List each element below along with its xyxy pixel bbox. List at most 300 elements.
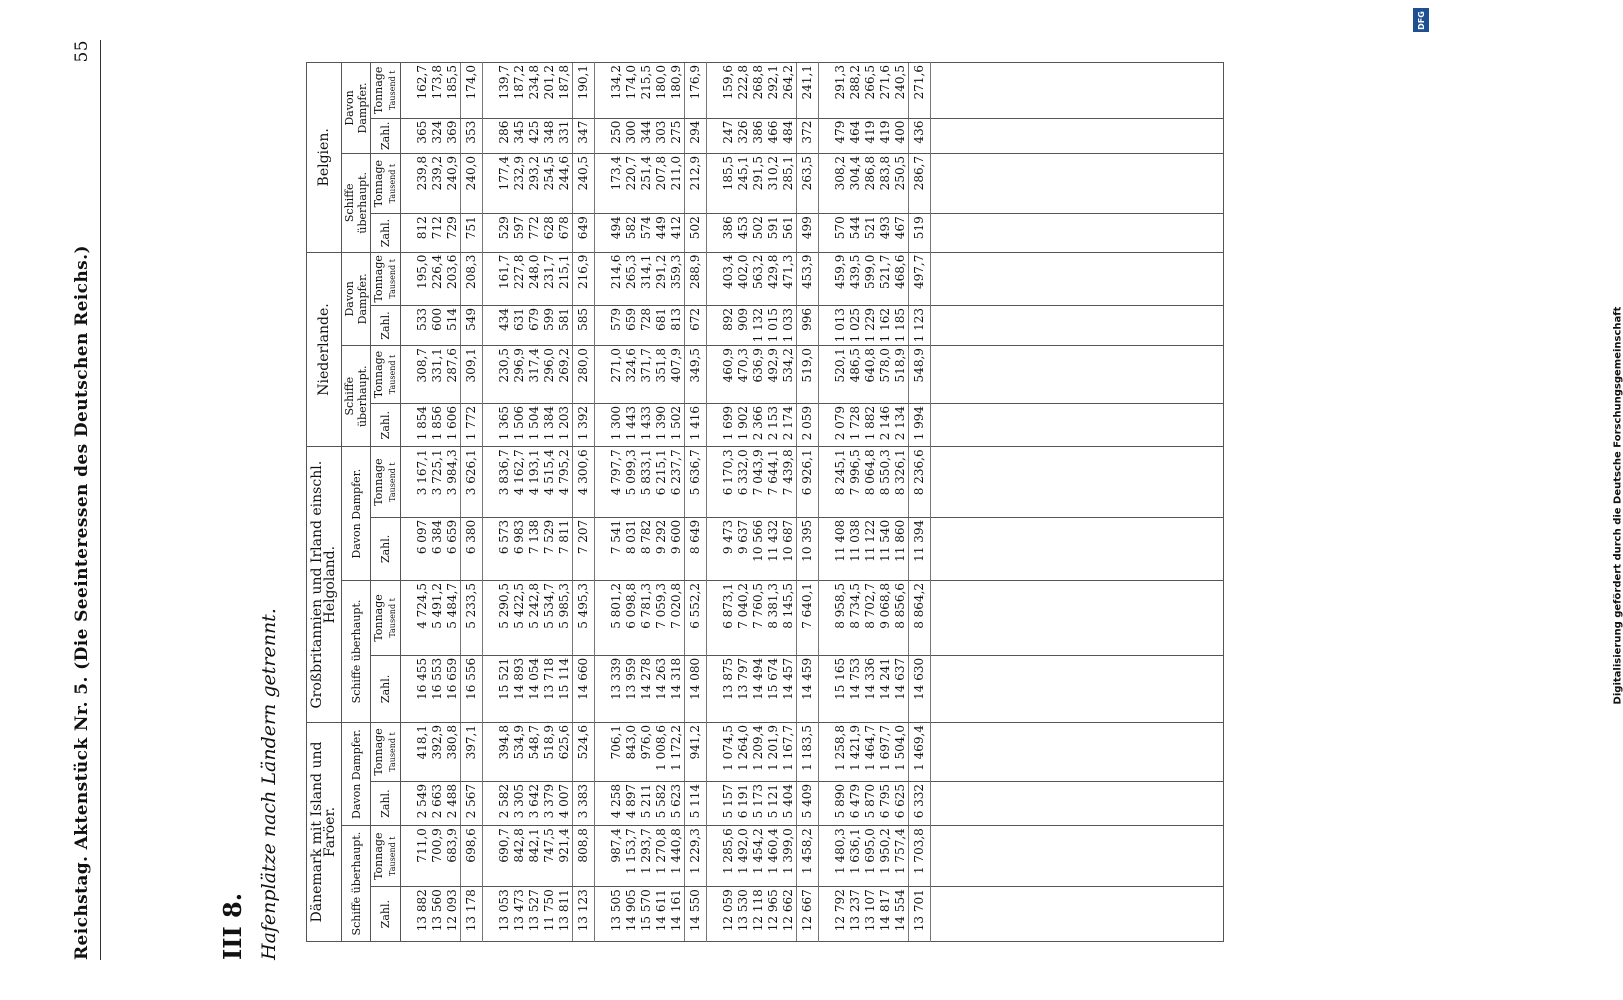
table-cell: 1 504,0 — [893, 723, 909, 782]
table-cell: 400 — [893, 118, 909, 153]
table-cell: 271,6 — [878, 63, 893, 119]
table-cell: 5 422,5 — [512, 580, 527, 655]
table-cell: 2 582 — [497, 781, 512, 825]
table-cell: 310,2 — [766, 153, 781, 213]
table-cell: 579 — [609, 306, 624, 346]
average-cell: 397,1 — [461, 723, 483, 782]
table-cell: 11 860 — [893, 517, 909, 580]
average-cell: 1 229,3 — [685, 826, 707, 887]
subgroup-header-ships-total: Schiffe überhaupt. — [342, 153, 371, 252]
table-cell: 8 031 — [624, 517, 639, 580]
table-cell: 15 674 — [766, 655, 781, 722]
table-cell: 712 — [430, 214, 445, 252]
table-cell: 1 433 — [639, 403, 654, 446]
table-cell: 296,0 — [542, 346, 557, 404]
table-cell: 4 193,1 — [527, 447, 542, 517]
table-cell: 548,7 — [527, 723, 542, 782]
harbor-statistics-table — [306, 62, 1224, 942]
table-cell: 380,8 — [445, 723, 461, 782]
column-label-tonnage: Tonnage Tausend t — [371, 252, 401, 305]
table-cell: 1 492,0 — [736, 826, 751, 887]
average-cell: 519 — [909, 214, 931, 252]
table-cell: 180,0 — [654, 63, 669, 119]
table-cell: 265,3 — [624, 252, 639, 305]
table-cell: 6 237,7 — [669, 447, 685, 517]
table-cell: 7 541 — [609, 517, 624, 580]
table-cell: 1 902 — [736, 403, 751, 446]
table-cell: 3 725,1 — [430, 447, 445, 517]
table-cell: 11 432 — [766, 517, 781, 580]
table-cell: 7 059,3 — [654, 580, 669, 655]
table-cell: 291,3 — [833, 63, 848, 119]
table-cell: 293,2 — [527, 153, 542, 213]
average-cell: 6 552,2 — [685, 580, 707, 655]
table-cell: 14 554 — [893, 887, 909, 942]
average-cell: 6 332 — [909, 781, 931, 825]
table-cell: 173,4 — [609, 153, 624, 213]
table-body — [401, 63, 1224, 942]
table-cell: 1 132 — [751, 306, 766, 346]
table-cell: 1 185 — [893, 306, 909, 346]
average-cell: 2 059 — [797, 403, 819, 446]
table-cell: 1 008,6 — [654, 723, 669, 782]
table-cell: 4 797,7 — [609, 447, 624, 517]
table-cell: 5 623 — [669, 781, 685, 825]
table-cell: 308,2 — [833, 153, 848, 213]
table-row — [415, 63, 430, 942]
table-cell: 4 007 — [557, 781, 573, 825]
average-cell: 3 626,1 — [461, 447, 483, 517]
table-cell: 13 505 — [609, 887, 624, 942]
table-row — [654, 63, 669, 942]
table-row — [445, 63, 461, 942]
table-cell: 266,5 — [863, 63, 878, 119]
table-cell: 240,9 — [445, 153, 461, 213]
table-cell: 264,2 — [781, 63, 797, 119]
table-cell: 351,8 — [654, 346, 669, 404]
table-row — [766, 63, 781, 942]
table-cell: 14 905 — [624, 887, 639, 942]
average-cell: 5 495,3 — [573, 580, 595, 655]
table-cell: 16 553 — [430, 655, 445, 722]
table-cell: 1 013 — [833, 306, 848, 346]
average-cell: 240,5 — [573, 153, 595, 213]
table-cell: 214,6 — [609, 252, 624, 305]
average-cell: 497,7 — [909, 252, 931, 305]
digitization-note: Digitalisierung gefördert durch die Deutsche Forschungsgemeinschaft — [1612, 306, 1623, 705]
table-cell: 1 464,7 — [863, 723, 878, 782]
table-cell: 6 332,0 — [736, 447, 751, 517]
table-cell: 625,6 — [557, 723, 573, 782]
table-cell: 4 515,4 — [542, 447, 557, 517]
average-cell: 453,9 — [797, 252, 819, 305]
table-cell: 9 637 — [736, 517, 751, 580]
table-cell: 561 — [781, 214, 797, 252]
average-cell: 353 — [461, 118, 483, 153]
table-cell: 628 — [542, 214, 557, 252]
country-header-belgium: Belgien. — [307, 63, 342, 253]
table-cell: 1 167,7 — [781, 723, 797, 782]
average-cell: 499 — [797, 214, 819, 252]
table-cell: 419 — [878, 118, 893, 153]
average-cell: 349,5 — [685, 346, 707, 404]
average-cell: 10 395 — [797, 517, 819, 580]
table-cell: 16 455 — [415, 655, 430, 722]
table-cell: 486,5 — [848, 346, 863, 404]
table-cell: 195,0 — [415, 252, 430, 305]
table-cell: 1 203 — [557, 403, 573, 446]
table-row — [557, 63, 573, 942]
table-cell: 283,8 — [878, 153, 893, 213]
table-cell: 3 305 — [512, 781, 527, 825]
table-cell: 386 — [721, 214, 736, 252]
table-cell: 2 174 — [781, 403, 797, 446]
table-cell: 7 043,9 — [751, 447, 766, 517]
average-cell: 3 383 — [573, 781, 595, 825]
table-cell: 582 — [624, 214, 639, 252]
table-cell: 8 381,3 — [766, 580, 781, 655]
table-cell: 162,7 — [415, 63, 430, 119]
average-cell: 1 183,5 — [797, 723, 819, 782]
column-label-tonnage: Tonnage Tausend t — [371, 63, 401, 119]
table-cell: 591 — [766, 214, 781, 252]
table-cell: 5 870 — [863, 781, 878, 825]
average-cell: 7 207 — [573, 517, 595, 580]
table-cell: 2 366 — [751, 403, 766, 446]
table-cell: 597 — [512, 214, 527, 252]
table-cell: 690,7 — [497, 826, 512, 887]
average-cell: 5 636,7 — [685, 447, 707, 517]
table-cell: 134,2 — [609, 63, 624, 119]
table-cell: 706,1 — [609, 723, 624, 782]
table-cell: 159,6 — [721, 63, 736, 119]
table-cell: 494 — [609, 214, 624, 252]
average-cell: 672 — [685, 306, 707, 346]
column-label-tonnage: Tonnage Tausend t — [371, 723, 401, 782]
table-row — [736, 63, 751, 942]
table-cell: 344 — [639, 118, 654, 153]
table-cell: 529 — [497, 214, 512, 252]
average-cell: 176,9 — [685, 63, 707, 119]
table-cell: 177,4 — [497, 153, 512, 213]
table-cell: 1 882 — [863, 403, 878, 446]
average-cell: 174,0 — [461, 63, 483, 119]
average-cell: 14 630 — [909, 655, 931, 722]
country-header-great-britain: Großbritannien und Irland einschl. Helgoland. — [307, 447, 342, 723]
table-cell: 471,3 — [781, 252, 797, 305]
average-cell: 585 — [573, 306, 595, 346]
table-cell: 9 292 — [654, 517, 669, 580]
average-cell: 288,9 — [685, 252, 707, 305]
table-cell: 921,4 — [557, 826, 573, 887]
table-cell: 250 — [609, 118, 624, 153]
table-cell: 1 172,2 — [669, 723, 685, 782]
table-cell: 5 173 — [751, 781, 766, 825]
table-cell: 6 479 — [848, 781, 863, 825]
column-label-tonnage: Tonnage Tausend t — [371, 346, 401, 404]
table-cell: 1 399,0 — [781, 826, 797, 887]
table-cell: 12 792 — [833, 887, 848, 942]
table-cell: 13 053 — [497, 887, 512, 942]
table-row — [624, 63, 639, 942]
table-cell: 348 — [542, 118, 557, 153]
table-cell: 5 404 — [781, 781, 797, 825]
table-cell: 240,5 — [893, 63, 909, 119]
average-row — [573, 63, 595, 942]
table-cell: 407,9 — [669, 346, 685, 404]
average-cell: 240,0 — [461, 153, 483, 213]
average-cell: 1 123 — [909, 306, 931, 346]
table-cell: 187,2 — [512, 63, 527, 119]
average-cell: 14 459 — [797, 655, 819, 722]
table-cell: 467 — [893, 214, 909, 252]
table-cell: 1 201,9 — [766, 723, 781, 782]
table-cell: 7 040,2 — [736, 580, 751, 655]
table-cell: 7 439,8 — [781, 447, 797, 517]
table-cell: 14 494 — [751, 655, 766, 722]
table-cell: 1 153,7 — [624, 826, 639, 887]
table-cell: 1 162 — [878, 306, 893, 346]
table-cell: 1 460,4 — [766, 826, 781, 887]
table-cell: 3 836,7 — [497, 447, 512, 517]
average-cell: 216,9 — [573, 252, 595, 305]
table-cell: 13 339 — [609, 655, 624, 722]
table-cell: 13 718 — [542, 655, 557, 722]
table-cell: 1 697,7 — [878, 723, 893, 782]
table-cell: 484 — [781, 118, 797, 153]
table-cell: 470,3 — [736, 346, 751, 404]
table-cell: 429,8 — [766, 252, 781, 305]
table-cell: 303 — [654, 118, 669, 153]
table-cell: 296,9 — [512, 346, 527, 404]
column-label-tonnage: Tonnage Tausend t — [371, 826, 401, 887]
table-cell: 1 015 — [766, 306, 781, 346]
table-cell: 6 781,3 — [639, 580, 654, 655]
table-cell: 369 — [445, 118, 461, 153]
table-cell: 581 — [557, 306, 573, 346]
table-cell: 5 534,7 — [542, 580, 557, 655]
table-cell: 326 — [736, 118, 751, 153]
table-row — [878, 63, 893, 942]
table-cell: 521 — [863, 214, 878, 252]
table-cell: 345 — [512, 118, 527, 153]
table-cell: 5 290,5 — [497, 580, 512, 655]
average-cell: 11 394 — [909, 517, 931, 580]
average-cell: 519,0 — [797, 346, 819, 404]
subgroup-header-row — [342, 63, 371, 942]
block-spacer — [595, 63, 610, 942]
average-cell: 751 — [461, 214, 483, 252]
table-cell: 772 — [527, 214, 542, 252]
average-row — [797, 63, 819, 942]
table-cell: 13 107 — [863, 887, 878, 942]
table-cell: 8 145,5 — [781, 580, 797, 655]
table-cell: 231,7 — [542, 252, 557, 305]
table-cell: 518,9 — [893, 346, 909, 404]
table-cell: 728 — [639, 306, 654, 346]
table-cell: 679 — [527, 306, 542, 346]
table-cell: 412 — [669, 214, 685, 252]
table-cell: 7 811 — [557, 517, 573, 580]
table-cell: 13 882 — [415, 887, 430, 942]
table-cell: 892 — [721, 306, 736, 346]
table-cell: 371,7 — [639, 346, 654, 404]
average-cell: 808,8 — [573, 826, 595, 887]
table-cell: 1 443 — [624, 403, 639, 446]
table-cell: 269,2 — [557, 346, 573, 404]
table-cell: 288,2 — [848, 63, 863, 119]
country-header-netherlands: Niederlande. — [307, 252, 342, 447]
table-cell: 1 950,2 — [878, 826, 893, 887]
table-cell: 292,1 — [766, 63, 781, 119]
table-row — [721, 63, 736, 942]
table-cell: 1 854 — [415, 403, 430, 446]
table-cell: 286,8 — [863, 153, 878, 213]
table-cell: 11 122 — [863, 517, 878, 580]
average-cell: 1 416 — [685, 403, 707, 446]
country-header-row — [307, 63, 342, 942]
block-spacer — [483, 63, 498, 942]
average-cell: 372 — [797, 118, 819, 153]
table-cell: 12 965 — [766, 887, 781, 942]
table-cell: 226,4 — [430, 252, 445, 305]
table-cell: 578,0 — [878, 346, 893, 404]
table-cell: 8 326,1 — [893, 447, 909, 517]
table-cell: 5 985,3 — [557, 580, 573, 655]
table-cell: 8 782 — [639, 517, 654, 580]
table-cell: 2 549 — [415, 781, 430, 825]
table-row — [848, 63, 863, 942]
table-cell: 1 229 — [863, 306, 878, 346]
average-cell: 698,6 — [461, 826, 483, 887]
block-spacer — [401, 63, 416, 942]
table-cell: 600 — [430, 306, 445, 346]
table-cell: 4 897 — [624, 781, 639, 825]
average-cell: 6 926,1 — [797, 447, 819, 517]
average-cell: 16 556 — [461, 655, 483, 722]
average-cell: 1 703,8 — [909, 826, 931, 887]
table-row — [639, 63, 654, 942]
table-cell: 599,0 — [863, 252, 878, 305]
average-cell: 8 649 — [685, 517, 707, 580]
table-cell: 842,8 — [512, 826, 527, 887]
table-cell: 13 473 — [512, 887, 527, 942]
table-cell: 7 529 — [542, 517, 557, 580]
table-cell: 533 — [415, 306, 430, 346]
average-cell: 286,7 — [909, 153, 931, 213]
table-cell: 1 258,8 — [833, 723, 848, 782]
table-cell: 3 642 — [527, 781, 542, 825]
average-cell: 1 469,4 — [909, 723, 931, 782]
table-cell: 392,9 — [430, 723, 445, 782]
table-cell: 207,8 — [654, 153, 669, 213]
table-cell: 570 — [833, 214, 848, 252]
table-cell: 1 695,0 — [863, 826, 878, 887]
average-cell: 2 567 — [461, 781, 483, 825]
table-cell: 1 300 — [609, 403, 624, 446]
table-cell: 909 — [736, 306, 751, 346]
table-cell: 248,0 — [527, 252, 542, 305]
table-cell: 813 — [669, 306, 685, 346]
average-cell: 996 — [797, 306, 819, 346]
table-cell: 324 — [430, 118, 445, 153]
table-cell: 1 699 — [721, 403, 736, 446]
table-cell: 3 379 — [542, 781, 557, 825]
table-cell: 747,5 — [542, 826, 557, 887]
table-cell: 5 582 — [654, 781, 669, 825]
average-cell: 941,2 — [685, 723, 707, 782]
table-row — [781, 63, 797, 942]
column-label-count: Zahl. — [371, 306, 401, 346]
average-cell: 8 236,6 — [909, 447, 931, 517]
table-cell: 1 390 — [654, 403, 669, 446]
table-cell: 1 606 — [445, 403, 461, 446]
table-cell: 5 099,3 — [624, 447, 639, 517]
page-number: 55 — [72, 40, 92, 63]
table-cell: 1 033 — [781, 306, 797, 346]
table-row — [430, 63, 445, 942]
dfg-logo: DFG — [1413, 8, 1429, 32]
table-cell: 842,1 — [527, 826, 542, 887]
table-cell: 681 — [654, 306, 669, 346]
table-cell: 521,7 — [878, 252, 893, 305]
average-cell: 7 640,1 — [797, 580, 819, 655]
table-cell: 2 153 — [766, 403, 781, 446]
table-cell: 250,5 — [893, 153, 909, 213]
country-header-denmark: Dänemark mit Island und Faröer. — [307, 723, 342, 942]
table-cell: 5 121 — [766, 781, 781, 825]
table-cell: 14 054 — [527, 655, 542, 722]
table-cell: 185,5 — [445, 63, 461, 119]
table-cell: 14 817 — [878, 887, 893, 942]
table-cell: 640,8 — [863, 346, 878, 404]
table-cell: 220,7 — [624, 153, 639, 213]
table-cell: 5 491,2 — [430, 580, 445, 655]
table-cell: 418,1 — [415, 723, 430, 782]
table-cell: 574 — [639, 214, 654, 252]
table-cell: 10 566 — [751, 517, 766, 580]
table-cell: 12 662 — [781, 887, 797, 942]
column-label-count: Zahl. — [371, 517, 401, 580]
table-cell: 492,9 — [766, 346, 781, 404]
average-cell: 6 380 — [461, 517, 483, 580]
table-cell: 386 — [751, 118, 766, 153]
table-cell: 479 — [833, 118, 848, 153]
table-cell: 180,9 — [669, 63, 685, 119]
average-row — [461, 63, 483, 942]
table-cell: 324,6 — [624, 346, 639, 404]
table-cell: 13 797 — [736, 655, 751, 722]
table-cell: 14 611 — [654, 887, 669, 942]
table-cell: 268,8 — [751, 63, 766, 119]
table-cell: 4 258 — [609, 781, 624, 825]
table-cell: 12 059 — [721, 887, 736, 942]
table-cell: 466 — [766, 118, 781, 153]
table-cell: 5 157 — [721, 781, 736, 825]
table-cell: 518,9 — [542, 723, 557, 782]
table-cell: 1 480,3 — [833, 826, 848, 887]
average-row — [909, 63, 931, 942]
table-cell: 464 — [848, 118, 863, 153]
table-cell: 987,4 — [609, 826, 624, 887]
table-cell: 5 242,8 — [527, 580, 542, 655]
table-cell: 13 237 — [848, 887, 863, 942]
table-cell: 14 637 — [893, 655, 909, 722]
average-cell: 294 — [685, 118, 707, 153]
table-cell: 1 421,9 — [848, 723, 863, 782]
column-label-row — [371, 63, 401, 942]
table-cell: 14 336 — [863, 655, 878, 722]
